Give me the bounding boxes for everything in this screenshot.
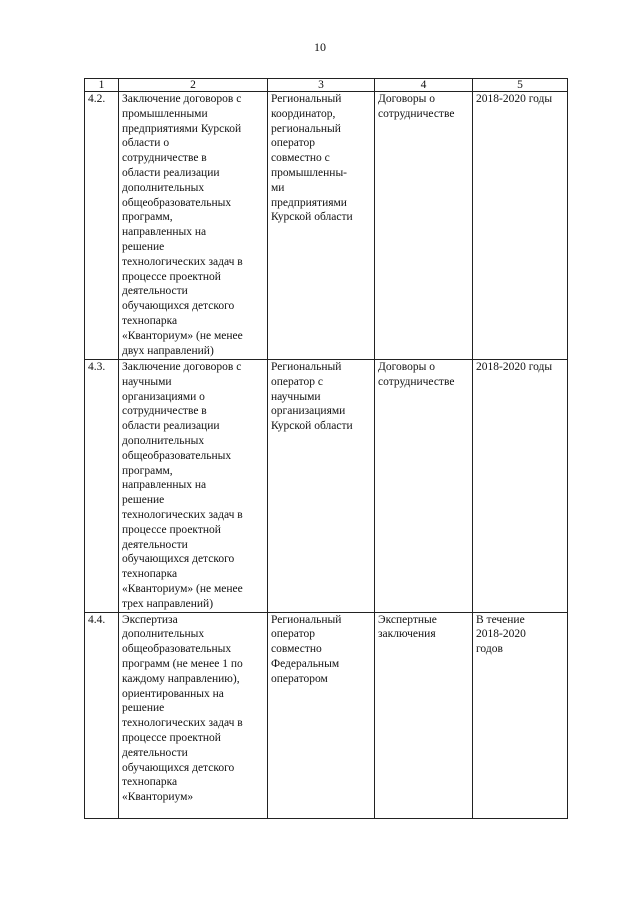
table-row [85, 612, 568, 818]
row-number: 4.2. [85, 92, 119, 360]
deadline-cell: 2018-2020 годы [473, 360, 568, 613]
row-number: 4.3. [85, 360, 119, 613]
deadline-cell: В течение 2018-2020 годов [473, 612, 568, 818]
action-cell: Заключение договоров с промышленными предприятиями Курской области о сотрудничестве в области реализации дополнительных общеобразовательных программ, направленных на решение технологических задач в процессе проектной деятельности обучающихся детского технопарка «Кванториум» (не менее двух направлений) [119, 92, 268, 360]
plan-table [84, 78, 568, 819]
header-col-1: 1 [85, 79, 119, 92]
action-cell: Экспертиза дополнительных общеобразовательных программ (не менее 1 по каждому направлению), ориентированных на решение технологических задач в процессе проектной деятельности обучающихся детского технопарка «Кванториум» [119, 612, 268, 818]
table-row [85, 92, 568, 360]
header-col-3: 3 [268, 79, 375, 92]
header-col-4: 4 [375, 79, 473, 92]
deadline-cell: 2018-2020 годы [473, 92, 568, 360]
table-header-row [85, 79, 568, 92]
header-col-2: 2 [119, 79, 268, 92]
executor-cell: Региональный координатор, региональный оператор совместно с промышленны- ми предприятиями Курской области [268, 92, 375, 360]
header-col-5: 5 [473, 79, 568, 92]
executor-cell: Региональный оператор совместно Федеральным оператором [268, 612, 375, 818]
result-cell: Договоры о сотрудничестве [375, 92, 473, 360]
row-number: 4.4. [85, 612, 119, 818]
result-cell: Экспертные заключения [375, 612, 473, 818]
action-cell: Заключение договоров с научными организациями о сотрудничестве в области реализации дополнительных общеобразовательных программ, направленных на решение технологических задач в процессе проектной деятельности обучающихся детского технопарка «Кванториум» (не менее трех направлений) [119, 360, 268, 613]
executor-cell: Региональный оператор с научными организациями Курской области [268, 360, 375, 613]
table-row [85, 360, 568, 613]
page-number: 10 [314, 40, 326, 54]
result-cell: Договоры о сотрудничестве [375, 360, 473, 613]
